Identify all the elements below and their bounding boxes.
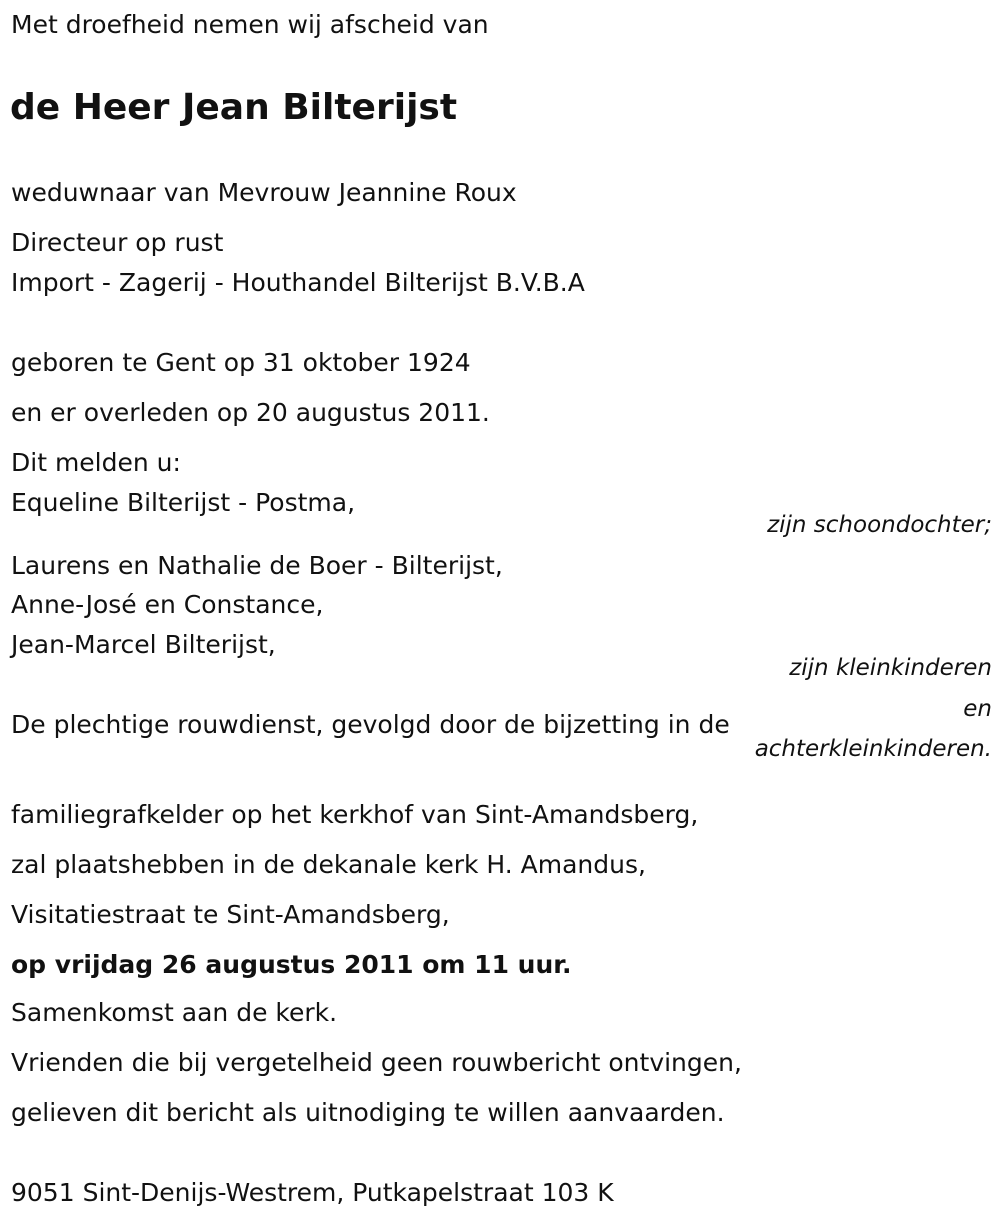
service-datetime: op vrijdag 26 augustus 2011 om 11 uur. [11, 950, 572, 979]
company-text: Import - Zagerij - Houthandel Bilterijst B.V.B.A [11, 268, 585, 297]
death-text: en er overleden op 20 augustus 2011. [11, 398, 490, 427]
service-location: familiegrafkelder op het kerkhof van Sint-Amandsberg, [11, 800, 699, 829]
announcers-intro: Dit melden u: [11, 448, 181, 477]
grandchild-name: Laurens en Nathalie de Boer - Bilterijst, [11, 551, 503, 580]
gathering-text: Samenkomst aan de kerk. [11, 998, 338, 1027]
address-text: 9051 Sint-Denijs-Westrem, Putkapelstraat 103 K [11, 1178, 614, 1207]
widower-text: weduwnaar van Mevrouw Jeannine Roux [11, 178, 517, 207]
deceased-name: de Heer Jean Bilterijst [10, 87, 458, 128]
grandchild-name: Anne-José en Constance, [11, 590, 324, 619]
birth-text: geboren te Gent op 31 oktober 1924 [11, 348, 471, 377]
friends-text-1: Vrienden die bij vergetelheid geen rouwbericht ontvingen, [11, 1048, 742, 1077]
daughter-in-law-relation: zijn schoondochter; [767, 512, 992, 538]
grandchildren-relation: en [963, 696, 992, 722]
grandchildren-relation: achterkleinkinderen. [754, 736, 992, 762]
grandchildren-relation: zijn kleinkinderen [789, 655, 992, 681]
daughter-in-law-name: Equeline Bilterijst - Postma, [11, 488, 356, 517]
service-intro: De plechtige rouwdienst, gevolgd door de bijzetting in de [11, 710, 730, 739]
intro-text: Met droefheid nemen wij afscheid van [11, 10, 489, 39]
service-church: zal plaatshebben in de dekanale kerk H. Amandus, [11, 850, 646, 879]
friends-text-2: gelieven dit bericht als uitnodiging te willen aanvaarden. [11, 1098, 725, 1127]
grandchild-name: Jean-Marcel Bilterijst, [11, 630, 276, 659]
role-text: Directeur op rust [11, 228, 224, 257]
service-street: Visitatiestraat te Sint-Amandsberg, [11, 900, 450, 929]
